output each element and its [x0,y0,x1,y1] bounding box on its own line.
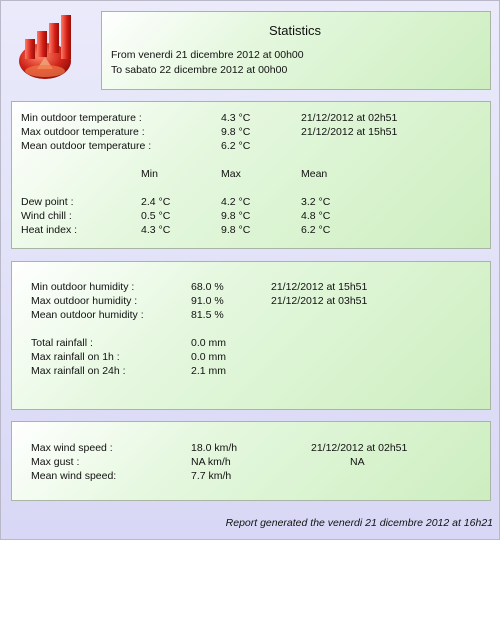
mean-wind-speed-value: 7.7 km/h [191,470,232,482]
max-humidity-time: 21/12/2012 at 03h51 [271,295,368,307]
min-temp-value: 4.3 °C [221,112,251,124]
temperature-panel [11,101,491,249]
mean-humidity-label: Mean outdoor humidity : [31,309,144,321]
wind-chill-mean: 4.8 °C [301,210,331,222]
min-temp-label: Min outdoor temperature : [21,112,142,124]
page-title: Statistics [269,23,322,38]
max-wind-speed-label: Max wind speed : [31,442,113,454]
header-panel [101,11,491,90]
dew-point-label: Dew point : [21,196,74,208]
statistics-chart-icon [15,13,81,83]
max-gust-time: NA [350,456,365,468]
min-humidity-value: 68.0 % [191,281,224,293]
heat-index-label: Heat index : [21,224,78,236]
report-generated-note: Report generated the venerdi 21 dicembre 2012 at 16h21 [225,517,493,529]
min-temp-time: 21/12/2012 at 02h51 [301,112,398,124]
wind-chill-label: Wind chill : [21,210,72,222]
wind-panel [11,421,491,501]
wind-chill-max: 9.8 °C [221,210,251,222]
max-gust-label: Max gust : [31,456,80,468]
max-temp-time: 21/12/2012 at 15h51 [301,126,398,138]
mean-temp-value: 6.2 °C [221,140,251,152]
total-rainfall-value: 0.0 mm [191,337,227,349]
min-humidity-label: Min outdoor humidity : [31,281,135,293]
dew-point-min: 2.4 °C [141,196,171,208]
max-humidity-label: Max outdoor humidity : [31,295,138,307]
mean-wind-speed-label: Mean wind speed: [31,470,117,482]
column-header-mean: Mean [301,168,328,180]
column-header-max: Max [221,168,241,180]
max-temp-value: 9.8 °C [221,126,251,138]
max-rainfall-1h-label: Max rainfall on 1h : [31,351,120,363]
dew-point-max: 4.2 °C [221,196,251,208]
heat-index-mean: 6.2 °C [301,224,331,236]
period-from: From venerdi 21 dicembre 2012 at 00h00 [111,49,304,61]
max-rainfall-24h-label: Max rainfall on 24h : [31,365,126,377]
wind-chill-min: 0.5 °C [141,210,171,222]
mean-temp-label: Mean outdoor temperature : [21,140,152,152]
mean-humidity-value: 81.5 % [191,309,224,321]
max-wind-speed-time: 21/12/2012 at 02h51 [311,442,408,454]
heat-index-max: 9.8 °C [221,224,251,236]
max-wind-speed-value: 18.0 km/h [191,442,238,454]
max-rainfall-24h-value: 2.1 mm [191,365,227,377]
max-gust-value: NA km/h [191,456,231,468]
period-to: To sabato 22 dicembre 2012 at 00h00 [111,64,288,76]
max-humidity-value: 91.0 % [191,295,224,307]
dew-point-mean: 3.2 °C [301,196,331,208]
min-humidity-time: 21/12/2012 at 15h51 [271,281,368,293]
heat-index-min: 4.3 °C [141,224,171,236]
column-header-min: Min [141,168,158,180]
max-temp-label: Max outdoor temperature : [21,126,145,138]
total-rainfall-label: Total rainfall : [31,337,93,349]
humidity-panel [11,261,491,410]
max-rainfall-1h-value: 0.0 mm [191,351,227,363]
